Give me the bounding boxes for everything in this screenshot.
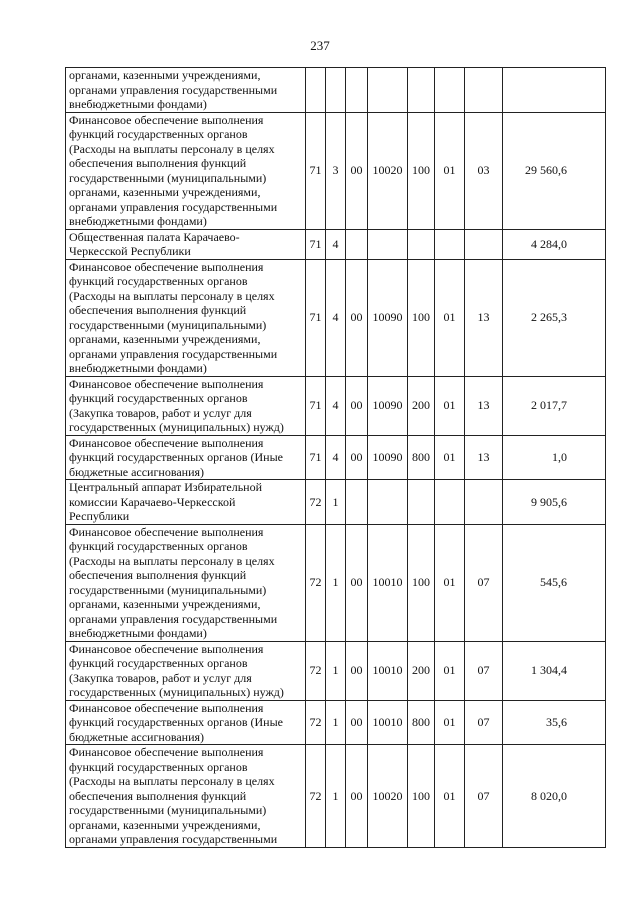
code-cell-c2: 4 (326, 435, 346, 480)
row-name-line: (Закупка товаров, работ и услуг для (69, 405, 252, 420)
code-cell-c2: 4 (326, 259, 346, 376)
row-name-line: Общественная палата Карачаево- (69, 229, 240, 244)
code-cell-c7: 13 (465, 259, 503, 376)
code-cell-c7: 07 (465, 641, 503, 700)
row-name-line: государственными (муниципальными) (69, 582, 267, 597)
row-name-line: обеспечения выполнения функций (69, 303, 247, 317)
code-cell-c7 (465, 68, 503, 113)
code-cell-c5: 100 (408, 524, 435, 641)
code-cell-c5: 800 (408, 700, 435, 745)
page-number: 237 (310, 38, 330, 53)
code-cell-c1: 72 (306, 641, 326, 700)
code-cell-c4: 10010 (368, 524, 408, 641)
row-name-line: государственными (муниципальными) (69, 317, 267, 332)
code-cell-c1 (306, 68, 326, 113)
row-name-cell (66, 112, 306, 229)
row-name-line: органами управления государственными (69, 346, 278, 361)
table-body (66, 68, 606, 848)
table-row (66, 641, 606, 700)
row-name-line: органами управления государственными (69, 832, 278, 846)
code-cell-c2 (326, 68, 346, 113)
row-name-line: государственных (муниципальных) нужд) (69, 685, 284, 699)
amount-cell: 4 284,0 (503, 229, 606, 259)
row-name-line: бюджетные ассигнования) (69, 729, 205, 744)
code-cell-c1: 72 (306, 480, 326, 525)
row-name-line: органами управления государственными (69, 199, 278, 214)
code-cell-c6 (435, 229, 465, 259)
row-name-line: (Расходы на выплаты персоналу в целях (69, 288, 275, 303)
code-cell-c6 (435, 68, 465, 113)
row-name-line: функций государственных органов (69, 759, 248, 774)
code-cell-c4: 10020 (368, 745, 408, 848)
row-name-line: функций государственных органов (Иные (69, 450, 283, 464)
code-cell-c5: 800 (408, 435, 435, 480)
code-cell-c3 (346, 68, 368, 113)
code-cell-c2: 4 (326, 229, 346, 259)
code-cell-c6: 01 (435, 524, 465, 641)
row-name-cell (66, 259, 306, 376)
row-name-line: комиссии Карачаево-Черкесской (69, 494, 236, 509)
code-cell-c6: 01 (435, 745, 465, 848)
row-name-line: обеспечения выполнения функций (69, 568, 247, 582)
row-name-line: Финансовое обеспечение выполнения (69, 435, 264, 450)
code-cell-c1: 72 (306, 745, 326, 848)
row-name-line: Черкесской Республики (69, 244, 191, 258)
table-row (66, 376, 606, 435)
code-cell-c4: 10090 (368, 435, 408, 480)
row-name-cell (66, 68, 306, 113)
row-name-line: государственными (муниципальными) (69, 170, 267, 185)
row-name-line: органами, казенными учреждениями, (69, 817, 261, 832)
code-cell-c6: 01 (435, 376, 465, 435)
amount-cell: 9 905,6 (503, 480, 606, 525)
code-cell-c2: 1 (326, 700, 346, 745)
code-cell-c2: 1 (326, 641, 346, 700)
row-name-line: функций государственных органов (69, 539, 248, 553)
row-name-line: Финансовое обеспечение выполнения (69, 259, 264, 274)
row-name-line: государственными (муниципальными) (69, 803, 267, 817)
code-cell-c2: 3 (326, 112, 346, 229)
row-name-line: функций государственных органов (69, 274, 248, 288)
amount-cell: 35,6 (503, 700, 606, 745)
code-cell-c7: 07 (465, 745, 503, 848)
code-cell-c4: 10010 (368, 700, 408, 745)
table-row (66, 435, 606, 480)
code-cell-c1: 71 (306, 112, 326, 229)
table-row (66, 259, 606, 376)
code-cell-c1: 71 (306, 376, 326, 435)
code-cell-c6: 01 (435, 641, 465, 700)
code-cell-c1: 71 (306, 435, 326, 480)
row-name-line: государственных (муниципальных) нужд) (69, 420, 284, 434)
row-name-cell (66, 480, 306, 525)
row-name-line: Центральный аппарат Избирательной (69, 480, 263, 494)
code-cell-c7 (465, 229, 503, 259)
code-cell-c1: 72 (306, 524, 326, 641)
code-cell-c6: 01 (435, 700, 465, 745)
code-cell-c6: 01 (435, 112, 465, 229)
row-name-line: бюджетные ассигнования) (69, 464, 205, 479)
row-name-line: (Закупка товаров, работ и услуг для (69, 670, 252, 685)
code-cell-c4: 10090 (368, 259, 408, 376)
code-cell-c5: 200 (408, 641, 435, 700)
table-row (66, 524, 606, 641)
amount-cell (503, 68, 606, 113)
row-name-line: функций государственных органов (69, 391, 248, 405)
code-cell-c4 (368, 480, 408, 525)
code-cell-c5 (408, 480, 435, 525)
row-name-line: обеспечения выполнения функций (69, 788, 247, 803)
budget-table (65, 67, 606, 848)
amount-cell: 1,0 (503, 435, 606, 480)
row-name-line: функций государственных органов (Иные (69, 715, 283, 729)
code-cell-c3: 00 (346, 112, 368, 229)
code-cell-c3: 00 (346, 376, 368, 435)
row-name-line: внебюджетными фондами) (69, 626, 207, 640)
row-name-cell (66, 641, 306, 700)
row-name-cell (66, 376, 306, 435)
row-name-line: обеспечения выполнения функций (69, 156, 247, 170)
amount-cell: 2 017,7 (503, 376, 606, 435)
amount-cell: 8 020,0 (503, 745, 606, 848)
row-name-cell (66, 700, 306, 745)
row-name-line: внебюджетными фондами) (69, 97, 207, 111)
code-cell-c6 (435, 480, 465, 525)
row-name-line: органами, казенными учреждениями, (69, 68, 261, 82)
row-name-line: Республики (69, 509, 130, 523)
code-cell-c3: 00 (346, 641, 368, 700)
row-name-line: органами, казенными учреждениями, (69, 185, 261, 199)
row-name-line: Финансовое обеспечение выполнения (69, 376, 264, 391)
code-cell-c7: 03 (465, 112, 503, 229)
row-name-line: функций государственных органов (69, 127, 248, 141)
row-name-line: внебюджетными фондами) (69, 361, 207, 375)
table-row (66, 480, 606, 525)
code-cell-c5: 200 (408, 376, 435, 435)
code-cell-c3 (346, 480, 368, 525)
row-name-line: (Расходы на выплаты персоналу в целях (69, 774, 275, 788)
code-cell-c6: 01 (435, 435, 465, 480)
row-name-line: внебюджетными фондами) (69, 214, 207, 228)
amount-cell: 2 265,3 (503, 259, 606, 376)
table-row (66, 112, 606, 229)
code-cell-c5 (408, 68, 435, 113)
code-cell-c7: 13 (465, 376, 503, 435)
row-name-line: органами управления государственными (69, 611, 278, 626)
table-row (66, 68, 606, 113)
code-cell-c5: 100 (408, 745, 435, 848)
row-name-line: органами управления государственными (69, 82, 278, 97)
code-cell-c5: 100 (408, 259, 435, 376)
code-cell-c2: 4 (326, 376, 346, 435)
row-name-line: Финансовое обеспечение выполнения (69, 745, 264, 759)
table-row (66, 700, 606, 745)
row-name-cell (66, 524, 306, 641)
row-name-cell (66, 435, 306, 480)
code-cell-c7: 07 (465, 700, 503, 745)
code-cell-c3: 00 (346, 435, 368, 480)
row-name-cell (66, 745, 306, 848)
row-name-line: Финансовое обеспечение выполнения (69, 112, 264, 127)
code-cell-c7 (465, 480, 503, 525)
row-name-line: функций государственных органов (69, 656, 248, 670)
code-cell-c2: 1 (326, 480, 346, 525)
code-cell-c4 (368, 229, 408, 259)
amount-cell: 545,6 (503, 524, 606, 641)
code-cell-c6: 01 (435, 259, 465, 376)
row-name-line: органами, казенными учреждениями, (69, 597, 261, 611)
code-cell-c3 (346, 229, 368, 259)
row-name-line: Финансовое обеспечение выполнения (69, 700, 264, 715)
row-name-cell (66, 229, 306, 259)
code-cell-c7: 13 (465, 435, 503, 480)
code-cell-c3: 00 (346, 700, 368, 745)
table-row (66, 745, 606, 848)
code-cell-c4: 10010 (368, 641, 408, 700)
row-name-line: (Расходы на выплаты персоналу в целях (69, 553, 275, 568)
code-cell-c1: 71 (306, 229, 326, 259)
code-cell-c2: 1 (326, 745, 346, 848)
code-cell-c3: 00 (346, 524, 368, 641)
code-cell-c4: 10090 (368, 376, 408, 435)
row-name-line: (Расходы на выплаты персоналу в целях (69, 141, 275, 156)
amount-cell: 1 304,4 (503, 641, 606, 700)
row-name-line: Финансовое обеспечение выполнения (69, 524, 264, 539)
code-cell-c1: 72 (306, 700, 326, 745)
amount-cell: 29 560,6 (503, 112, 606, 229)
row-name-line: Финансовое обеспечение выполнения (69, 641, 264, 656)
budget-table-container (65, 67, 605, 848)
code-cell-c3: 00 (346, 259, 368, 376)
code-cell-c2: 1 (326, 524, 346, 641)
table-row (66, 229, 606, 259)
code-cell-c1: 71 (306, 259, 326, 376)
code-cell-c7: 07 (465, 524, 503, 641)
row-name-line: органами, казенными учреждениями, (69, 332, 261, 346)
code-cell-c3: 00 (346, 745, 368, 848)
code-cell-c5 (408, 229, 435, 259)
code-cell-c4: 10020 (368, 112, 408, 229)
code-cell-c4 (368, 68, 408, 113)
code-cell-c5: 100 (408, 112, 435, 229)
